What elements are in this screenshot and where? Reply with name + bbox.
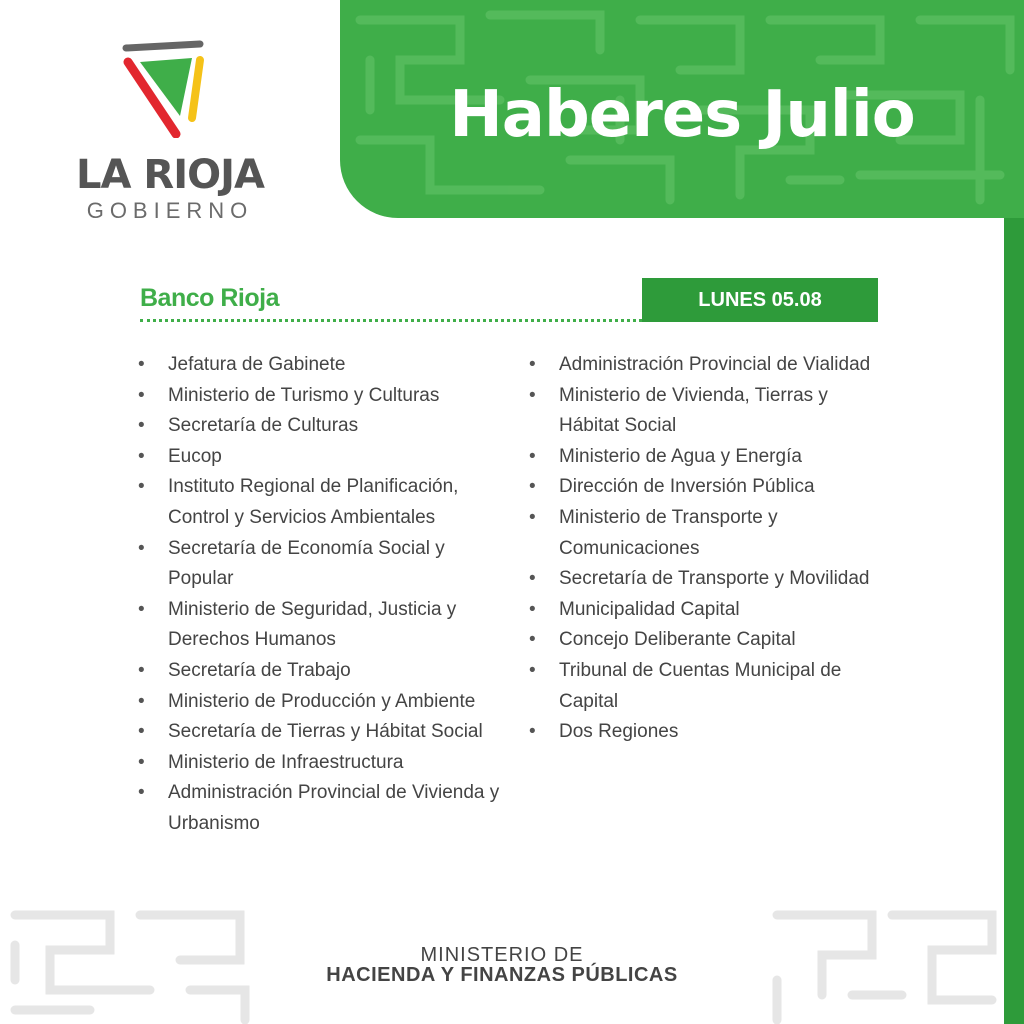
organization-name-line: Secretaría de Transporte y Movilidad [559, 568, 870, 590]
organizations-list-left [138, 350, 518, 840]
payment-date-badge: LUNES 05.08 [642, 278, 878, 322]
organization-list-item [529, 472, 899, 503]
ministry-name-line2: HACIENDA Y FINANZAS PÚBLICAS [326, 964, 678, 986]
organization-name-line: Derechos Humanos [168, 629, 336, 651]
organization-name-line: Tribunal de Cuentas Municipal de [559, 659, 842, 681]
organization-name-line: Hábitat Social [559, 415, 677, 437]
organization-name-line: Ministerio de Vivienda, Tierras y [559, 384, 828, 406]
organization-list-item [529, 503, 899, 564]
organization-name-line: Urbanismo [168, 812, 260, 834]
organization-name-line: Instituto Regional de Planificación, [168, 476, 459, 498]
organization-name-line: Capital [559, 690, 619, 712]
organization-name-line: Control y Servicios Ambientales [168, 506, 436, 528]
organization-name-line: Dirección de Inversión Pública [559, 476, 815, 498]
organization-name-line: Ministerio de Producción y Ambiente [168, 690, 476, 712]
organization-list-item [138, 442, 518, 473]
header-banner [340, 0, 1024, 218]
organization-name-line: Municipalidad Capital [559, 598, 740, 620]
organization-list-item [138, 687, 518, 718]
organization-list-item [138, 748, 518, 779]
organization-name-line: Ministerio de Infraestructura [168, 751, 404, 773]
organization-list-item [138, 595, 518, 656]
organization-name-line: Administración Provincial de Vivienda y [168, 782, 500, 804]
organizations-list-right [529, 350, 899, 748]
organization-list-item [529, 595, 899, 626]
organization-list-item [529, 442, 899, 473]
organization-name-line: Eucop [168, 445, 222, 467]
organization-list-item [529, 656, 899, 717]
organization-list-item [138, 534, 518, 595]
ministry-name-line1: MINISTERIO DE [420, 944, 584, 966]
right-accent-stripe [1004, 218, 1024, 1024]
organization-list-item [529, 381, 899, 442]
organization-name-line: Ministerio de Transporte y [559, 506, 778, 528]
bank-name: Banco Rioja [140, 284, 279, 312]
organization-name-line: Secretaría de Tierras y Hábitat Social [168, 721, 483, 743]
organization-list-item [529, 350, 899, 381]
dotted-divider [140, 319, 642, 322]
organization-list-item [138, 778, 518, 839]
la-rioja-logo [60, 30, 290, 230]
organization-name-line: Comunicaciones [559, 537, 700, 559]
organization-name-line: Ministerio de Agua y Energía [559, 445, 802, 467]
organization-name-line: Ministerio de Turismo y Culturas [168, 384, 440, 406]
organization-name-line: Secretaría de Economía Social y [168, 537, 445, 559]
logo-name: LA RIOJA [76, 152, 264, 198]
organization-list-item [138, 717, 518, 748]
organization-name-line: Secretaría de Culturas [168, 415, 359, 437]
organization-name-line: Concejo Deliberante Capital [559, 629, 796, 651]
organization-name-line: Ministerio de Seguridad, Justicia y [168, 598, 457, 620]
organization-list-item [138, 350, 518, 381]
organization-list-item [138, 656, 518, 687]
organization-list-item [529, 564, 899, 595]
organization-list-item [529, 625, 899, 656]
logo-subtitle: GOBIERNO [86, 198, 254, 223]
organization-list-item [138, 381, 518, 412]
organization-name-line: Popular [168, 568, 234, 590]
page-title: Haberes Julio [449, 78, 915, 152]
organization-list-item [529, 717, 899, 748]
organization-name-line: Jefatura de Gabinete [168, 354, 346, 375]
la-rioja-emblem-icon [120, 38, 210, 138]
organization-name-line: Secretaría de Trabajo [168, 659, 351, 681]
organization-list-item [138, 472, 518, 533]
organization-list-item [138, 411, 518, 442]
organization-name-line: Administración Provincial de Vialidad [559, 354, 871, 375]
organization-name-line: Dos Regiones [559, 721, 679, 743]
